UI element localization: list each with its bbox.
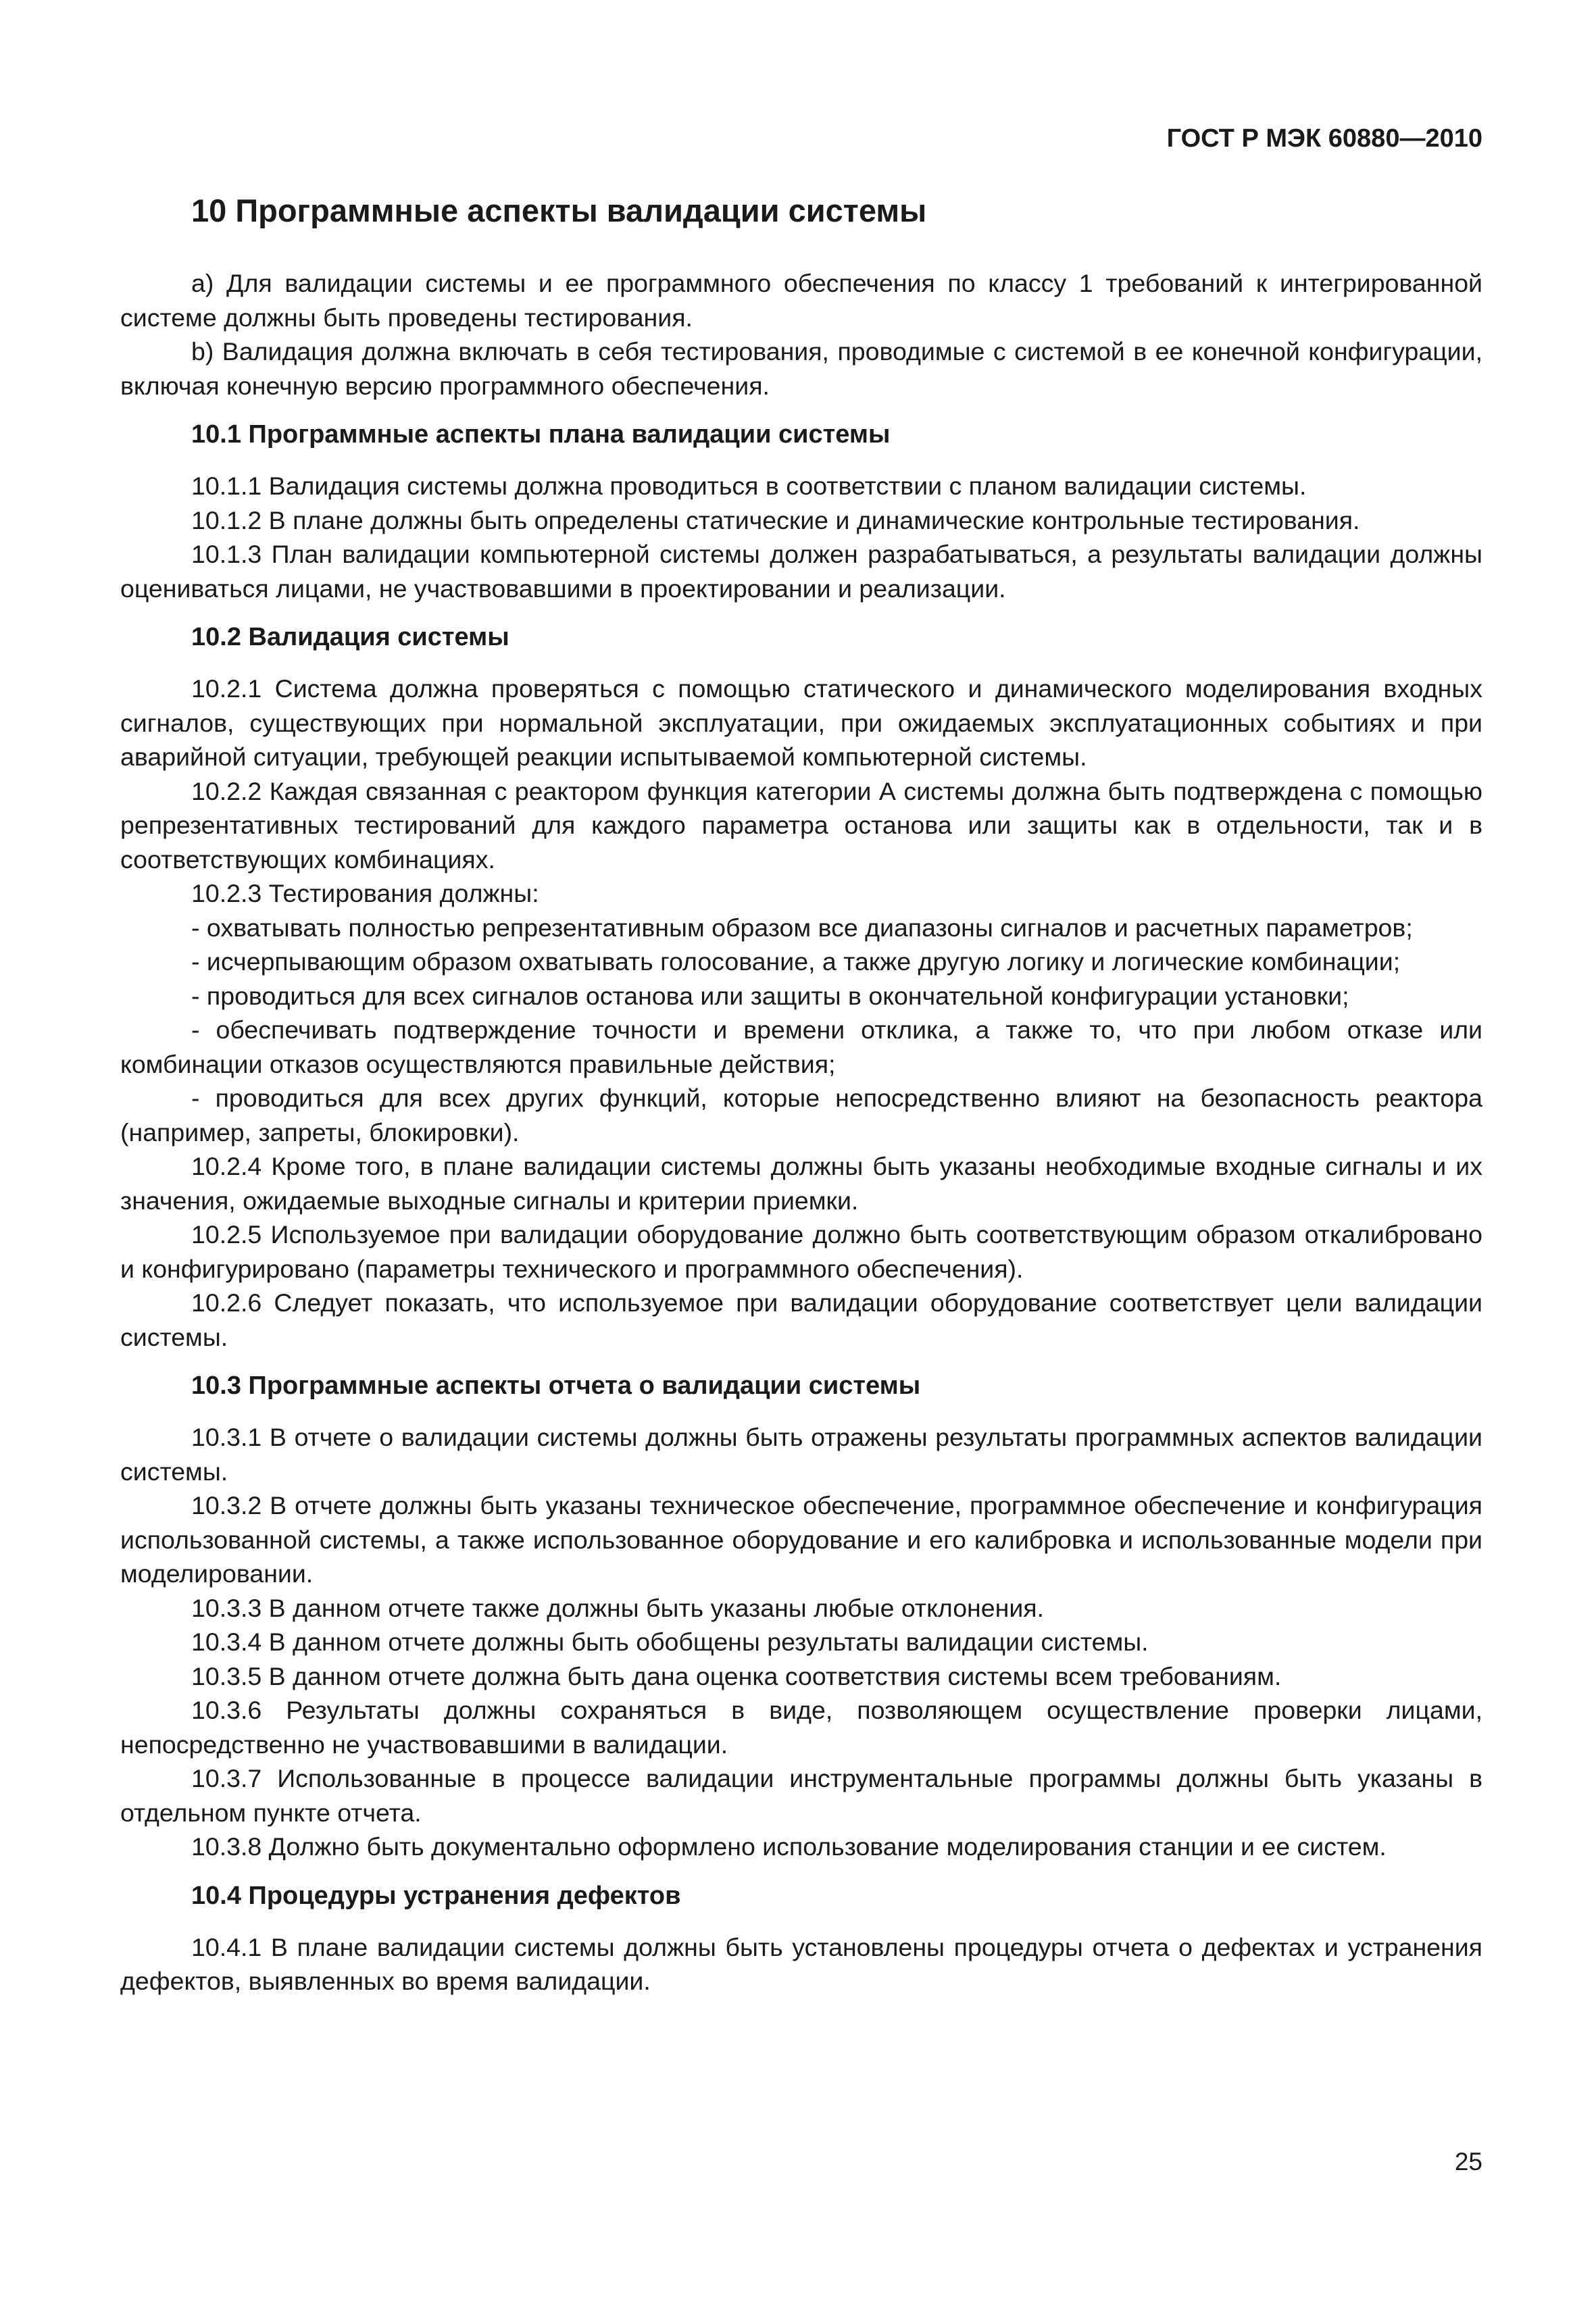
list-item-voting-logic: - исчерпывающим образом охватывать голосование, а также другую логику и логические комбинации; (191, 947, 1401, 976)
subsection-title-10-2: 10.2 Валидация системы (191, 623, 509, 651)
paragraph-10-2-6: 10.2.6 Следует показать, что используемое при валидации оборудование соответствует цели валидации системы. (120, 1288, 1482, 1351)
paragraph-10-1-2: 10.1.2 В плане должны быть определены статические и динамические контрольные тестирования. (191, 505, 1360, 534)
paragraph-10-2-5: 10.2.5 Используемое при валидации оборудование должно быть соответствующим образом откалибровано и конфигурировано (параметры технического и программного обеспечения). (120, 1220, 1482, 1283)
paragraph-10-3-5: 10.3.5 В данном отчете должна быть дана оценка соответствия системы всем требованиям. (191, 1661, 1282, 1690)
paragraph-10-3-6: 10.3.6 Результаты должны сохраняться в виде, позволяющем осуществление проверки лицами, непосредственно не участвовавшими в валидации. (120, 1696, 1482, 1759)
paragraph-10-3-1: 10.3.1 В отчете о валидации системы должны быть отражены результаты программных аспектов валидации системы. (120, 1423, 1482, 1486)
paragraph-10-3-3: 10.3.3 В данном отчете также должны быть указаны любые отклонения. (191, 1593, 1044, 1622)
paragraph-10-2-4: 10.2.4 Кроме того, в плане валидации системы должны быть указаны необходимые входные сигналы и их значения, ожидаемые выходные сигналы и критерии приемки. (120, 1152, 1482, 1215)
paragraph-10-2-2: 10.2.2 Каждая связанная с реактором функция категории А системы должна быть подтверждена с помощью репрезентативных тестирований для каждого параметра останова или защиты как в отдельности, так и в соответствующих комбинациях. (120, 776, 1482, 874)
document-code-header: ГОСТ Р МЭК 60880—2010 (1166, 124, 1482, 153)
paragraph-10-3-8: 10.3.8 Должно быть документально оформлено использование моделирования станции и ее систем. (191, 1832, 1387, 1861)
subsection-title-10-4: 10.4 Процедуры устранения дефектов (191, 1881, 681, 1910)
subsection-title-10-1: 10.1 Программные аспекты плана валидации системы (191, 420, 891, 449)
paragraph-10-2-3: 10.2.3 Тестирования должны: (191, 879, 539, 907)
list-item-accuracy-response: - обеспечивать подтверждение точности и времени отклика, а также то, что при любом отказе или комбинации отказов осуществляются правильные действия; (120, 1015, 1482, 1078)
paragraph-10-3-7: 10.3.7 Использованные в процессе валидации инструментальные программы должны быть указаны в отдельном пункте отчета. (120, 1764, 1482, 1827)
subsection-title-10-3: 10.3 Программные аспекты отчета о валидации системы (191, 1372, 921, 1400)
paragraph-10-1-3: 10.1.3 План валидации компьютерной системы должен разрабатываться, а результаты валидации должны оцениваться лицами, не участвовавшими в проектировании и реализации. (120, 540, 1482, 603)
page-number: 25 (1454, 2148, 1482, 2175)
paragraph-10-3-4: 10.3.4 В данном отчете должны быть обобщены результаты валидации системы. (191, 1628, 1149, 1656)
list-item-trip-signals: - проводиться для всех сигналов останова или защиты в окончательной конфигурации установки; (191, 981, 1349, 1010)
paragraph-10-3-2: 10.3.2 В отчете должны быть указаны техническое обеспечение, программное обеспечение и конфигурация использованной системы, а также использованное оборудование и его калибровка и использованные модели при моделировании. (120, 1491, 1482, 1588)
paragraph-10-1-1: 10.1.1 Валидация системы должна проводиться в соответствии с планом валидации системы. (191, 472, 1307, 500)
paragraph-10-2-1: 10.2.1 Система должна проверяться с помощью статического и динамического моделирования входных сигналов, существующих при нормальной эксплуатации, при ожидаемых эксплуатационных событиях и при аварийной ситуации, требующей реакции испытываемой компьютерной системы. (120, 674, 1482, 771)
intro-paragraph-b: b) Валидация должна включать в себя тестирования, проводимые с системой в ее конечной конфигурации, включая конечную версию программного обеспечения. (120, 337, 1482, 400)
section-title: 10 Программные аспекты валидации системы (191, 193, 927, 228)
list-item-signal-ranges: - охватывать полностью репрезентативным образом все диапазоны сигналов и расчетных параметров; (191, 913, 1413, 942)
intro-paragraph-a: a) Для валидации системы и ее программного обеспечения по классу 1 требований к интегрированной системе должны быть проведены тестирования. (120, 269, 1482, 332)
list-item-other-functions: - проводиться для всех других функций, которые непосредственно влияют на безопасность реактора (например, запреты, блокировки). (120, 1084, 1482, 1147)
paragraph-10-4-1: 10.4.1 В плане валидации системы должны быть установлены процедуры отчета о дефектах и устранения дефектов, выявленных во время валидации. (120, 1932, 1482, 1995)
